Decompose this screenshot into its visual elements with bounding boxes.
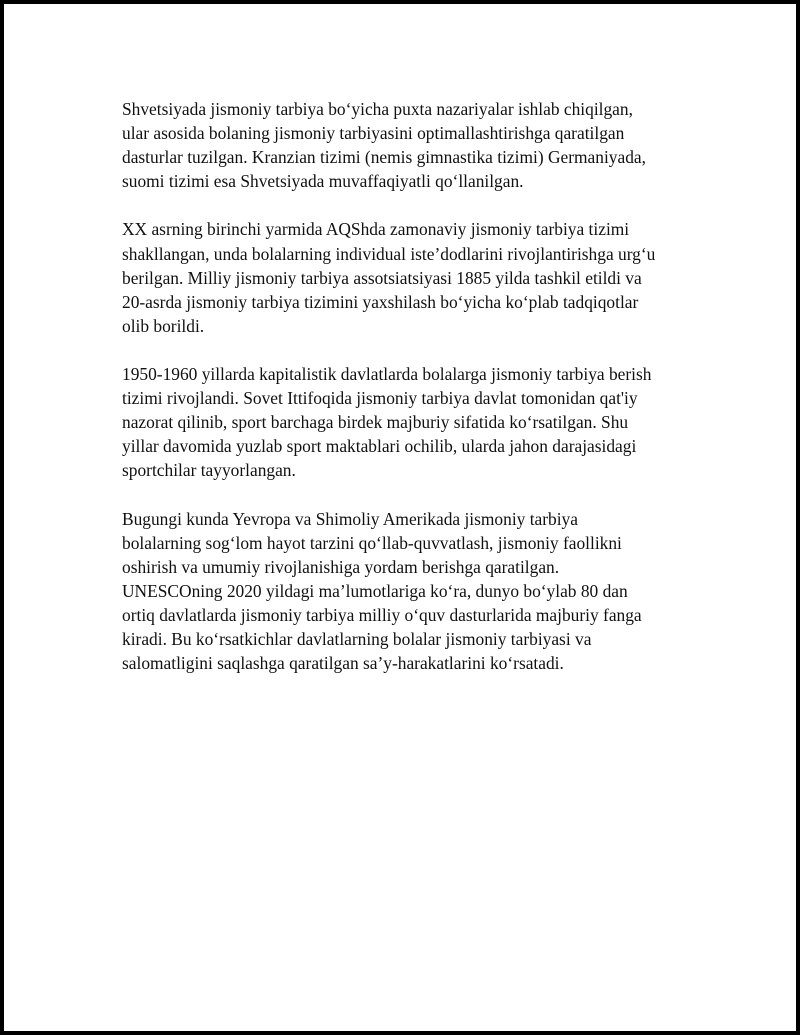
paragraph-4: Bugungi kunda Yevropa va Shimoliy Amerikada jismoniy tarbiya bolalarning sogʻlom hayot tarzini qoʻllab-quvvatlash, jismoniy faollikni oshirish va umumiy rivojlanishiga yordam berishga qaratilgan. UNESCOning 2020 yildagi maʼlumotlariga koʻra, dunyo boʻylab 80 dan ortiq davlatlarda jismoniy tarbiya milliy oʻquv dasturlarida majburiy fanga kiradi. Bu koʻrsatkichlar davlatlarning bolalar jismoniy tarbiyasi va salomatligini saqlashga qaratilgan saʼy-harakatlarini koʻrsatadi. <box>122 508 642 674</box>
document-body <box>122 97 702 699</box>
paragraph-2: XX asrning birinchi yarmida AQShda zamonaviy jismoniy tarbiya tizimi shakllangan, unda bolalarning individual isteʼdodlarini rivojlantirishga urgʻu berilgan. Milliy jismoniy tarbiya assotsiatsiyasi 1885 yilda tashkil etildi va 20-asrda jismoniy tarbiya tizimini yaxshilash boʻyicha koʻplab tadqiqotlar olib borildi. <box>122 219 656 336</box>
paragraph-1: Shvetsiyada jismoniy tarbiya boʻyicha puxta nazariyalar ishlab chiqilgan, ular asosida bolaning jismoniy tarbiyasini optimallashtirishga qaratilgan dasturlar tuzilgan. Kranzian tizimi (nemis gimnastika tizimi) Germaniyada, suomi tizimi esa Shvetsiyada muvaffaqiyatli qoʻllanilgan. <box>122 99 646 192</box>
paragraph-3: 1950-1960 yillarda kapitalistik davlatlarda bolalarga jismoniy tarbiya berish tizimi rivojlandi. Sovet Ittifoqida jismoniy tarbiya davlat tomonidan qat'iy nazorat qilinib, sport barchaga birdek majburiy sifatida koʻrsatilgan. Shu yillar davomida yuzlab sport maktablari ochilib, ularda jahon darajasidagi sportchilar tayyorlangan. <box>122 364 652 481</box>
